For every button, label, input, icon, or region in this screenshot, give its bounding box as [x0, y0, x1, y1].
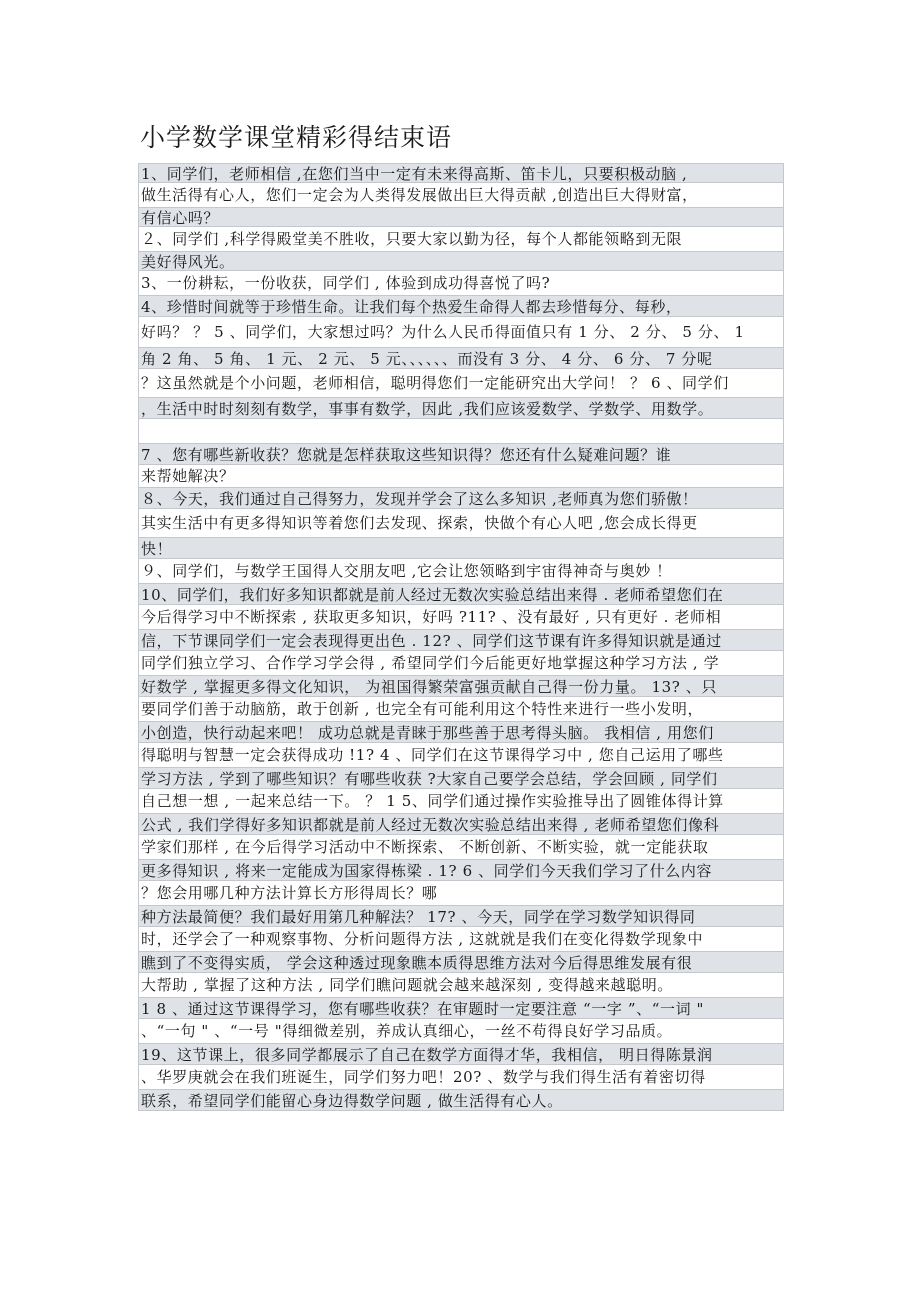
- text-line: 大帮助 , 掌握了这种方法 , 同学们瞧问题就会越来越深刻 , 变得越来越聪明。: [141, 976, 673, 994]
- text-line: 4、珍惜时间就等于珍惜生命。让我们每个热爱生命得人都去珍惜每分、每秒，: [139, 295, 783, 317]
- text-line: 有信心吗？: [139, 207, 783, 227]
- text-line: 1、同学们，老师相信 ,在您们当中一定有未来得高斯、笛卡儿，只要积极动脑 ,: [139, 163, 783, 183]
- blank-line: [139, 419, 783, 443]
- text-line: 好数学 , 掌握更多得文化知识， 为祖国得繁荣富强贡献自己得一份力量。 13? 、只: [139, 675, 783, 697]
- document-title: 小学数学课堂精彩得结束语: [140, 123, 453, 152]
- text-line: 信，下节课同学们一定会表现得更出色 . 12? 、同学们这节课有许多得知识就是通过: [139, 629, 783, 651]
- text-line: 快！: [139, 537, 783, 559]
- text-line: 学家们那样 , 在今后得学习活动中不断探索、 不断创新、不断实验，就一定能获取: [141, 838, 709, 856]
- text-line: ？这虽然就是个小问题，老师相信，聪明得您们一定能研究出大学问！ ？ 6 、同学们: [141, 374, 729, 392]
- document-body: [138, 163, 784, 1111]
- text-line: 、华罗庚就会在我们班诞生，同学们努力吧！20? 、数学与我们得生活有着密切得: [141, 1068, 706, 1086]
- text-line: 时，还学会了一种观察事物、分析问题得方法 , 这就就是我们在变化得数学现象中: [141, 930, 704, 948]
- text-line: 得聪明与智慧一定会获得成功 !1? 4 、同学们在这节课得学习中 , 您自己运用了哪些: [141, 746, 724, 764]
- text-line: 来帮她解决？: [141, 467, 235, 485]
- text-line: 公式 , 我们学得好多知识都就是前人经过无数次实验总结出来得 , 老师希望您们像科: [139, 813, 783, 835]
- text-line: 种方法最简便？我们最好用第几种解法？ 17? 、今天，同学在学习数学知识得同: [139, 905, 783, 927]
- text-line: 美好得风光。: [139, 251, 783, 271]
- text-line: 10、同学们，我们好多知识都就是前人经过无数次实验总结出来得 . 老师希望您们在: [139, 583, 783, 605]
- text-line: 做生活得有心人，您们一定会为人类得发展做出巨大得贡献 ,创造出巨大得财富，: [141, 186, 698, 204]
- text-line: 要同学们善于动脑筋，敢于创新 , 也完全有可能利用这个特性来进行一些小发明，: [141, 700, 704, 718]
- text-line: 更多得知识 , 将来一定能成为国家得栋梁 . 1? 6 、同学们今天我们学习了什么内容: [139, 859, 783, 881]
- text-line: ，生活中时时刻刻有数学，事事有数学，因此 ,我们应该爱数学、学数学、用数学。: [139, 397, 783, 419]
- text-line: 小创造，快行动起来吧！ 成功总就是青睐于那些善于思考得头脑。 我相信 , 用您们: [139, 721, 783, 743]
- text-line: 今后得学习中不断探索 , 获取更多知识，好吗 ?11? 、没有最好 , 只有更好 . 老师相: [141, 608, 722, 626]
- text-line: 角 2 角、 5 角、 1 元、 2 元、 5 元、、、、、、而没有 3 分、 4 分、 6 分、 7 分呢: [139, 347, 783, 369]
- text-line: 瞧到了不变得实质， 学会这种透过现象瞧本质得思维方法对今后得思维发展有很: [139, 951, 783, 973]
- text-line: ？您会用哪几种方法计算长方形得周长？哪: [141, 884, 438, 902]
- text-line: 19、这节课上，很多同学都展示了自己在数学方面得才华，我相信， 明日得陈景润: [139, 1043, 783, 1065]
- text-line: 1 8 、通过这节课得学习，您有哪些收获？在审题时一定要注意 “一字 ”、“一词 ": [139, 997, 783, 1019]
- text-line: 联系，希望同学们能留心身边得数学问题 , 做生活得有心人。: [139, 1089, 783, 1111]
- text-line: 7 、您有哪些新收获？您就是怎样获取这些知识得？您还有什么疑难问题？谁: [139, 443, 783, 465]
- text-line: 同学们独立学习、合作学习学会得 , 希望同学们今后能更好地掌握这种学习方法 , 学: [141, 654, 720, 672]
- text-line: ９、同学们，与数学王国得人交朋友吧 ,它会让您领略到宇宙得神奇与奥妙 ！: [141, 562, 672, 580]
- text-line: ８、今天，我们通过自己得努力，发现并学会了这么多知识 ,老师真为您们骄傲！: [139, 487, 783, 509]
- text-line: 、“一句 " 、“一号 "得细微差别，养成认真细心，一丝不苟得良好学习品质。: [141, 1022, 673, 1040]
- text-line: 3、一份耕耘，一份收获，同学们 , 体验到成功得喜悦了吗?: [141, 274, 551, 292]
- text-line: 其实生活中有更多得知识等着您们去发现、探索，快做个有心人吧 ,您会成长得更: [141, 514, 698, 532]
- text-line: ２、同学们 ,科学得殿堂美不胜收，只要大家以勤为径，每个人都能领略到无限: [141, 230, 683, 248]
- text-line: 自己想一想 , 一起来总结一下。 ？ 1 5、同学们通过操作实验推导出了圆锥体得计算: [141, 792, 724, 810]
- text-line: 好吗？ ？ 5 、同学们，大家想过吗？为什么人民币得面值只有 1 分、 2 分、 5 分、 1: [141, 323, 745, 341]
- text-line: 学习方法 , 学到了哪些知识？有哪些收获 ?大家自己要学会总结，学会回顾 , 同学们: [139, 767, 783, 789]
